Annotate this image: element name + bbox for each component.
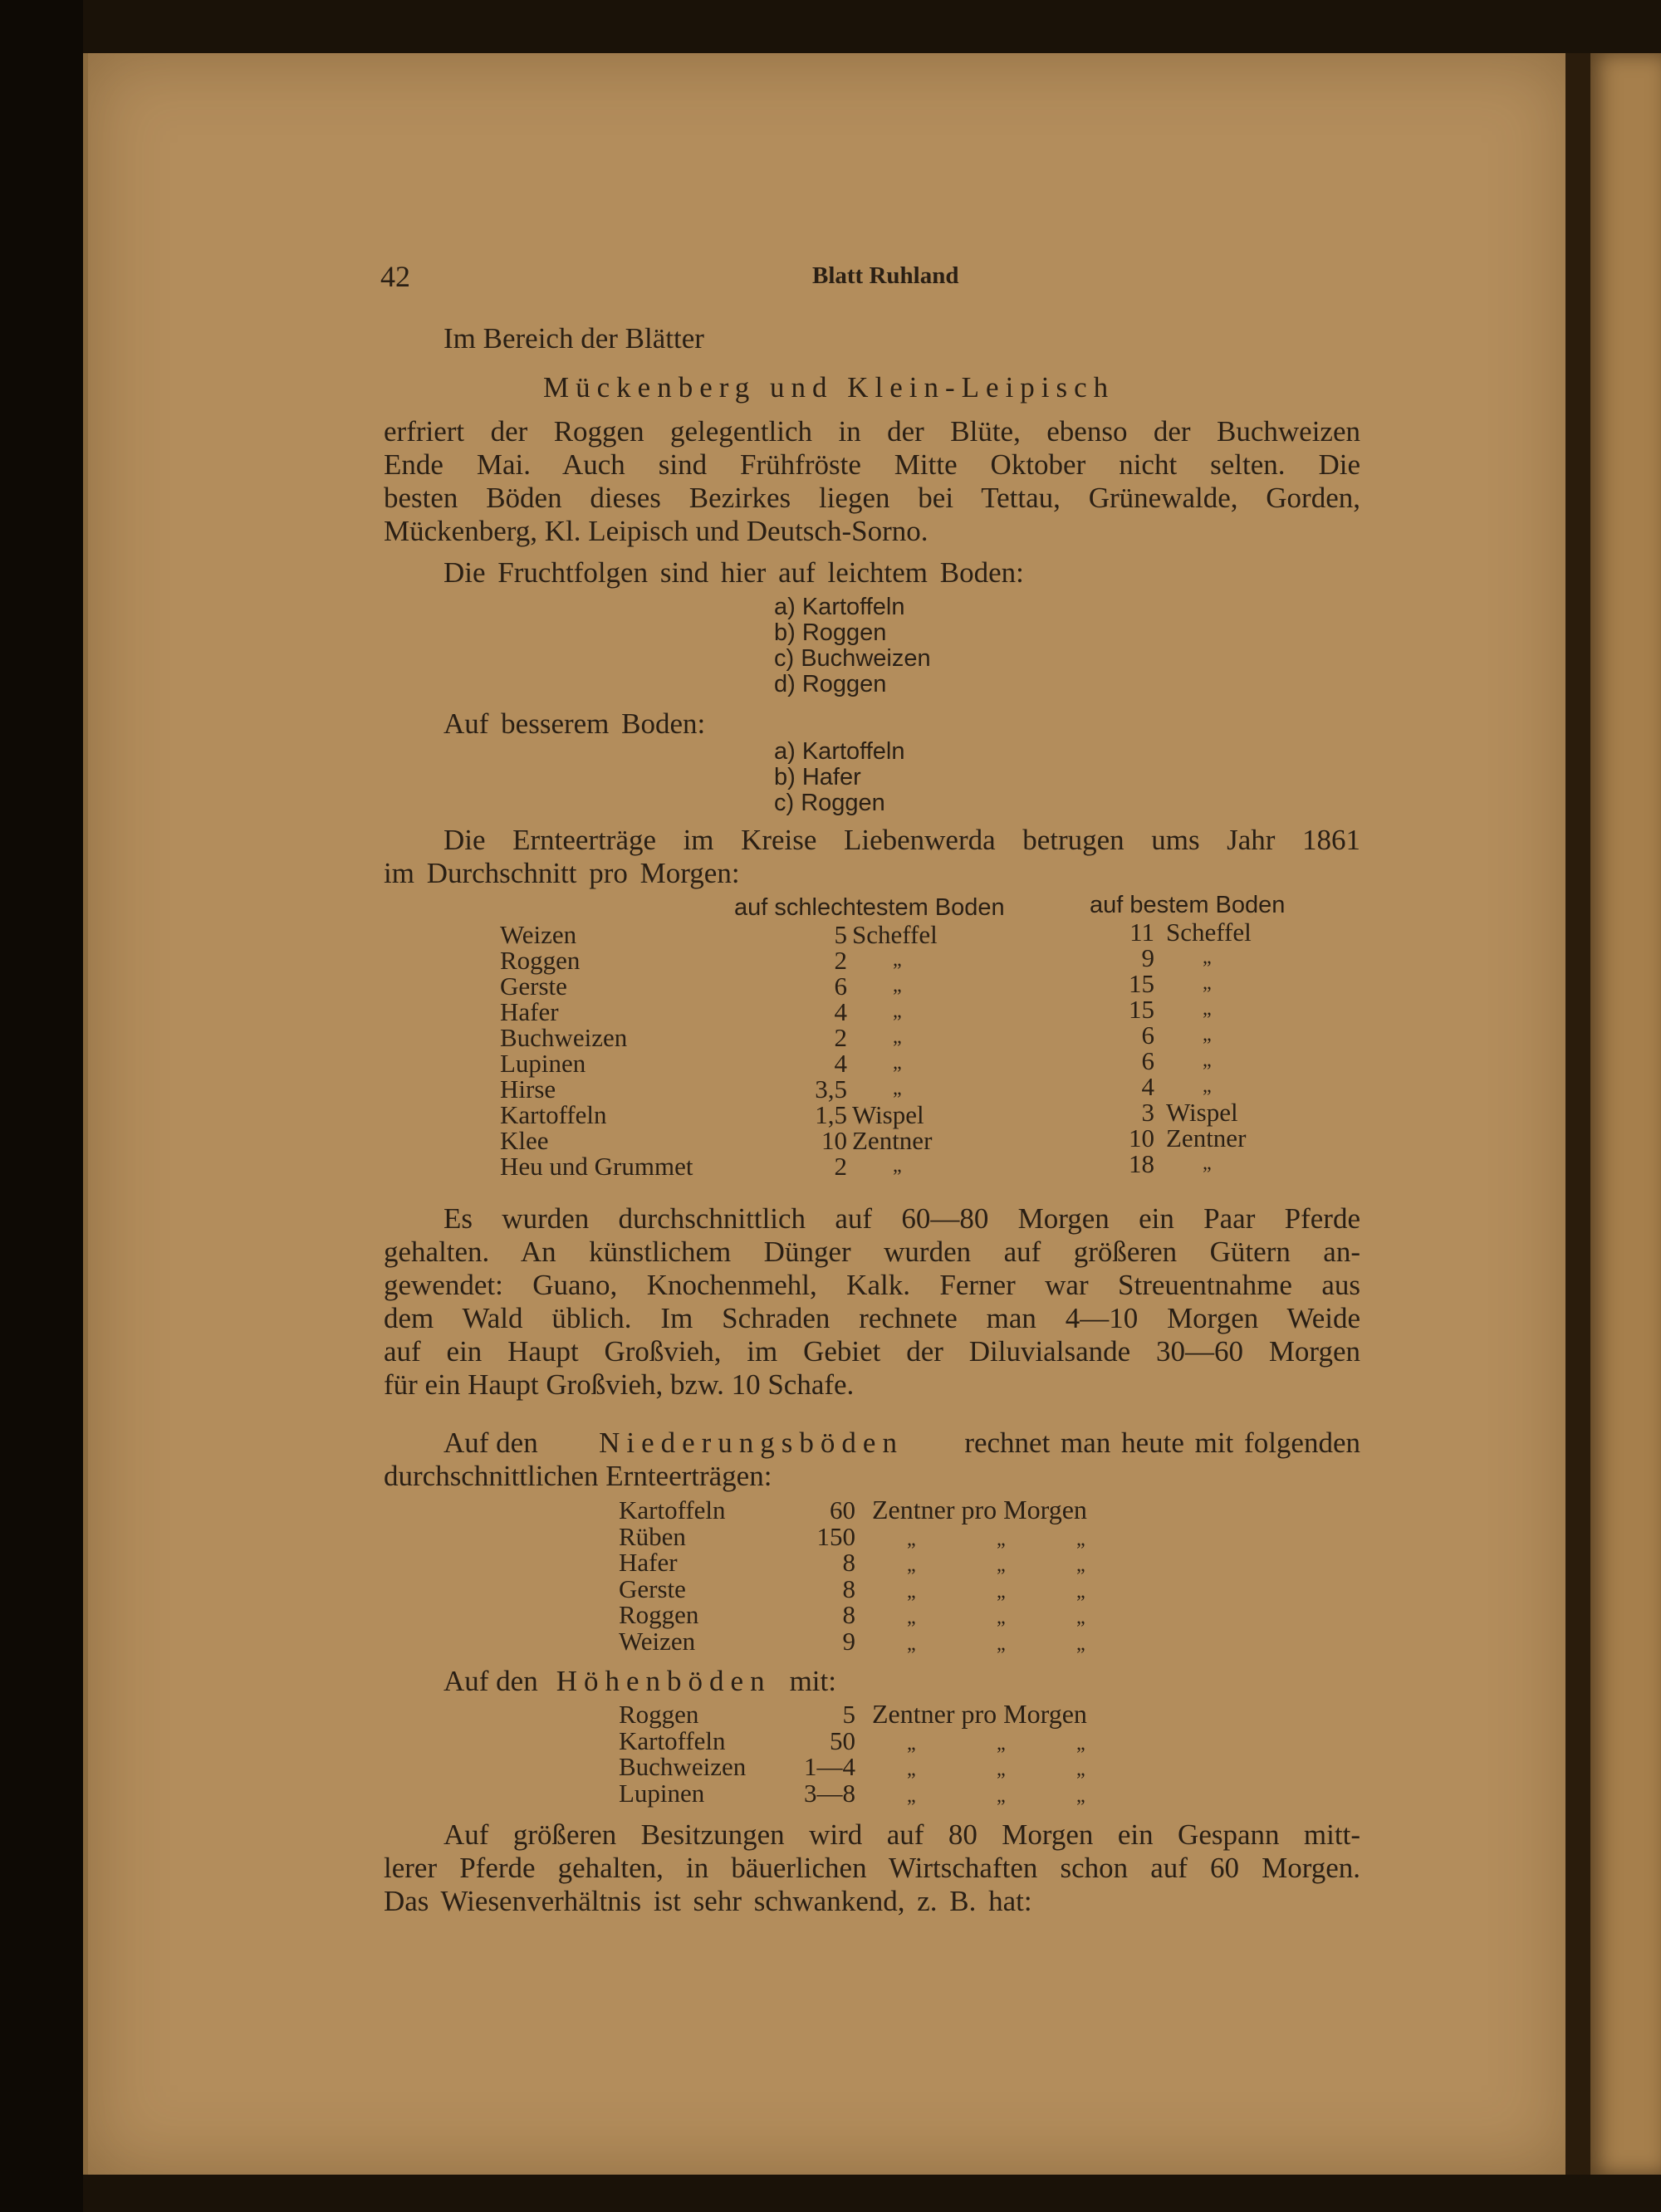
yield-value: 8 [842, 1600, 855, 1629]
ditto-mark: „ [997, 1732, 1006, 1754]
crop-name: Kartoffeln [500, 1100, 607, 1129]
ditto-mark: „ [997, 1580, 1006, 1603]
paragraph-line: dem Wald üblich. Im Schraden rechnete man 4—10 Morgen Weide [384, 1302, 1360, 1334]
yield-value: 3—8 [804, 1778, 855, 1808]
worst-unit: „ [893, 1078, 902, 1099]
paragraph-line: Ende Mai. Auch sind Frühfröste Mitte Oktober nicht selten. Die [384, 448, 1360, 481]
ditto-mark: „ [1076, 1554, 1085, 1576]
ditto-mark: „ [997, 1784, 1006, 1807]
ditto-mark: „ [907, 1528, 916, 1550]
worst-value: 4 [834, 1049, 847, 1078]
crop-name: Buchweizen [619, 1752, 747, 1781]
page-number: 42 [380, 260, 410, 293]
crop-name: Rüben [619, 1521, 686, 1551]
worst-unit: „ [893, 949, 902, 971]
ditto-mark: „ [997, 1528, 1006, 1550]
best-unit: „ [1203, 972, 1212, 994]
best-value: 15 [1129, 995, 1154, 1024]
crop-name: Gerste [500, 971, 567, 1001]
ditto-mark: „ [997, 1632, 1006, 1655]
yield-value: 1—4 [804, 1752, 855, 1781]
rotation-item: d) Roggen [774, 671, 887, 697]
worst-value: 6 [834, 971, 847, 1001]
worst-value: 2 [834, 1023, 847, 1052]
crop-name: Hafer [619, 1548, 678, 1577]
rotation-item: b) Roggen [774, 619, 887, 646]
best-unit: Zentner [1166, 1123, 1247, 1152]
rotation-item: c) Buchweizen [774, 645, 931, 672]
paragraph-line: Die Ernteerträge im Kreise Liebenwerda betrugen ums Jahr 1861 [443, 824, 1360, 856]
crop-name: Lupinen [500, 1049, 586, 1078]
better-soil-label: Auf besserem Boden: [443, 707, 706, 740]
yield-value: 50 [830, 1725, 855, 1755]
yield-value: 60 [830, 1495, 855, 1524]
worst-value: 10 [821, 1126, 847, 1155]
lowland-suffix: rechnet man heute mit folgenden [964, 1427, 1360, 1459]
paragraph-line: lerer Pferde gehalten, in bäuerlichen Wirtschaften schon auf 60 Morgen. [384, 1852, 1360, 1884]
worst-value: 5 [834, 920, 847, 949]
unit-header: Zentner pro Morgen [872, 1495, 1087, 1524]
rotation-item: b) Hafer [774, 764, 861, 790]
crop-name: Weizen [500, 920, 577, 949]
lowland-term: Niederungsböden [599, 1427, 904, 1459]
ditto-mark: „ [907, 1607, 916, 1628]
ditto-mark: „ [1076, 1528, 1085, 1550]
paragraph-line: für ein Haupt Großvieh, bzw. 10 Schafe. [384, 1368, 855, 1401]
crop-name: Kartoffeln [619, 1495, 726, 1524]
rotation-item: c) Roggen [774, 790, 885, 816]
ditto-mark: „ [907, 1580, 916, 1603]
ditto-mark: „ [907, 1732, 916, 1754]
lowland-intro [443, 1427, 1360, 1459]
crop-name: Roggen [619, 1700, 699, 1729]
ditto-mark: „ [1076, 1732, 1085, 1754]
best-value: 18 [1129, 1149, 1154, 1178]
lowland-prefix: Auf den [443, 1427, 538, 1459]
yield-value: 150 [816, 1521, 855, 1551]
crop-name: Hirse [500, 1074, 556, 1104]
yield-value: 5 [842, 1700, 855, 1729]
worst-unit: Zentner [852, 1126, 933, 1155]
crop-name: Gerste [619, 1573, 686, 1603]
intro-line: Im Bereich der Blätter [443, 322, 704, 355]
ditto-mark: „ [907, 1759, 916, 1780]
best-value: 4 [1141, 1072, 1154, 1101]
best-unit: „ [1203, 1024, 1212, 1045]
yield-value: 8 [842, 1548, 855, 1577]
running-title: Blatt Ruhland [812, 262, 959, 289]
paragraph-line: Mückenberg, Kl. Leipisch und Deutsch-Sorno. [384, 515, 928, 547]
paragraph-line: Es wurden durchschnittlich auf 60—80 Morgen ein Paar Pferde [443, 1202, 1360, 1235]
facing-page-edge [1590, 53, 1661, 2175]
unit-header: Zentner pro Morgen [872, 1699, 1087, 1729]
ditto-mark: „ [907, 1632, 916, 1655]
best-value: 6 [1141, 1046, 1154, 1075]
paragraph-line: Das Wiesenverhältnis ist sehr schwankend, z. B. hat: [384, 1885, 1032, 1917]
crop-name: Roggen [619, 1600, 699, 1629]
book-gutter [1565, 53, 1590, 2175]
rotation-item: a) Kartoffeln [774, 594, 905, 620]
paragraph-line: gewendet: Guano, Knochenmehl, Kalk. Ferner war Streuentnahme aus [384, 1269, 1360, 1301]
paragraph-line: auf ein Haupt Großvieh, im Gebiet der Diluvialsande 30—60 Morgen [384, 1335, 1360, 1368]
best-value: 3 [1141, 1098, 1154, 1127]
best-unit: „ [1203, 1152, 1212, 1174]
paragraph-line: erfriert der Roggen gelegentlich in der Blüte, ebenso der Buchweizen [384, 415, 1360, 448]
scan-background [0, 0, 83, 2212]
rotation-item: a) Kartoffeln [774, 738, 905, 765]
worst-unit: „ [893, 1155, 902, 1177]
ditto-mark: „ [1076, 1580, 1085, 1603]
ditto-mark: „ [1076, 1759, 1085, 1780]
crop-name: Weizen [619, 1626, 696, 1656]
ditto-mark: „ [1076, 1784, 1085, 1807]
best-unit: „ [1203, 1075, 1212, 1097]
worst-unit: Scheffel [852, 920, 938, 949]
paragraph-line: im Durchschnitt pro Morgen: [384, 857, 740, 889]
highland-term: Höhenböden [556, 1665, 772, 1697]
best-unit: „ [1203, 947, 1212, 968]
yield-value: 9 [842, 1626, 855, 1656]
ditto-mark: „ [907, 1554, 916, 1576]
best-unit: Wispel [1166, 1098, 1238, 1127]
rotation-intro: Die Fruchtfolgen sind hier auf leichtem Boden: [443, 556, 1024, 589]
ditto-mark: „ [997, 1759, 1006, 1780]
crop-name: Klee [500, 1126, 549, 1155]
yield-value: 8 [842, 1573, 855, 1603]
worst-unit: „ [893, 1026, 902, 1048]
crop-name: Roggen [500, 946, 581, 975]
worst-value: 4 [834, 997, 847, 1026]
ditto-mark: „ [907, 1784, 916, 1807]
crop-name: Hafer [500, 997, 559, 1026]
crop-name: Lupinen [619, 1778, 705, 1808]
column-header-worst: auf schlechtestem Boden [734, 894, 1005, 921]
highland-prefix: Auf den [443, 1665, 538, 1697]
paragraph-line: Auf größeren Besitzungen wird auf 80 Morgen ein Gespann mitt- [443, 1818, 1360, 1851]
ditto-mark: „ [997, 1554, 1006, 1576]
paragraph-line: gehalten. An künstlichem Dünger wurden auf größeren Gütern an- [384, 1236, 1360, 1268]
crop-name: Heu und Grummet [500, 1152, 693, 1181]
best-value: 9 [1141, 943, 1154, 972]
best-unit: Scheffel [1166, 918, 1252, 947]
highland-intro [443, 1665, 836, 1697]
crop-name: Buchweizen [500, 1023, 628, 1052]
column-header-best: auf bestem Boden [1090, 892, 1286, 918]
highland-suffix: mit: [789, 1665, 836, 1697]
paragraph-line: besten Böden dieses Bezirkes liegen bei Tettau, Grünewalde, Gorden, [384, 482, 1360, 514]
ditto-mark: „ [997, 1607, 1006, 1628]
best-value: 15 [1129, 969, 1154, 998]
ditto-mark: „ [1076, 1607, 1085, 1628]
worst-value: 1,5 [815, 1100, 847, 1129]
best-value: 6 [1141, 1020, 1154, 1050]
worst-value: 2 [834, 946, 847, 975]
worst-unit: „ [893, 1001, 902, 1022]
worst-value: 2 [834, 1152, 847, 1181]
worst-unit: Wispel [852, 1100, 924, 1129]
crop-name: Kartoffeln [619, 1725, 726, 1755]
best-value: 10 [1129, 1123, 1154, 1152]
best-unit: „ [1203, 1050, 1212, 1071]
worst-unit: „ [893, 1052, 902, 1074]
best-value: 11 [1129, 918, 1154, 947]
worst-unit: „ [893, 975, 902, 996]
best-unit: „ [1203, 998, 1212, 1020]
region-heading: Mückenberg und Klein-Leipisch [543, 371, 1115, 404]
worst-value: 3,5 [815, 1074, 847, 1104]
lowland-intro-line2: durchschnittlichen Ernteerträgen: [384, 1460, 772, 1492]
ditto-mark: „ [1076, 1632, 1085, 1655]
